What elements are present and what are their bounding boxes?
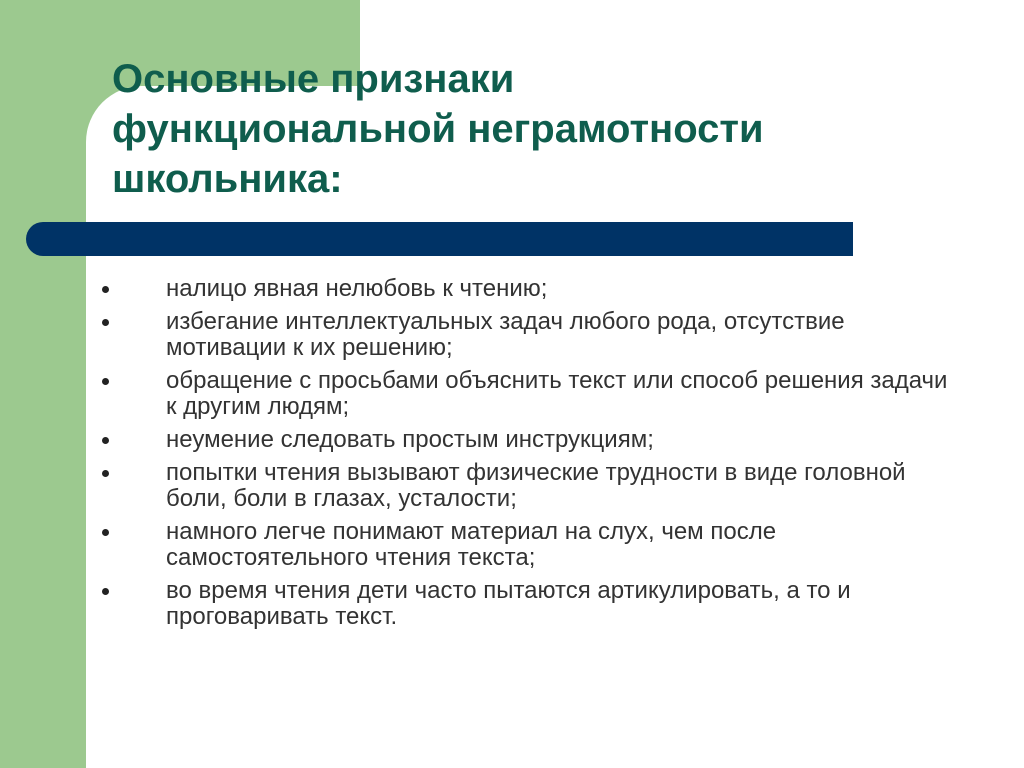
list-item bbox=[100, 427, 960, 453]
bullet-dot-icon bbox=[102, 588, 109, 595]
bullet-list bbox=[100, 276, 960, 637]
list-item bbox=[100, 368, 960, 420]
title-divider-bar bbox=[26, 222, 853, 256]
list-item bbox=[100, 578, 960, 630]
title-line-1: Основные признаки bbox=[112, 57, 515, 101]
bullet-text: попытки чтения вызывают физические трудности в виде головной боли, боли в глазах, усталости; bbox=[166, 459, 906, 512]
bullet-dot-icon bbox=[102, 319, 109, 326]
bullet-text: обращение с просьбами объяснить текст или способ решения задачи к другим людям; bbox=[166, 367, 948, 420]
bullet-dot-icon bbox=[102, 286, 109, 293]
list-item bbox=[100, 309, 960, 361]
bullet-dot-icon bbox=[102, 437, 109, 444]
title-line-3: школьника: bbox=[112, 157, 343, 201]
bullet-text: избегание интеллектуальных задач любого рода, отсутствие мотивации к их решению; bbox=[166, 308, 845, 361]
title-line-2: функциональной неграмотности bbox=[112, 107, 764, 151]
bullet-dot-icon bbox=[102, 470, 109, 477]
bullet-dot-icon bbox=[102, 529, 109, 536]
list-item bbox=[100, 460, 960, 512]
slide-title bbox=[112, 54, 972, 204]
list-item bbox=[100, 276, 960, 302]
bullet-text: неумение следовать простым инструкциям; bbox=[166, 426, 654, 453]
list-item bbox=[100, 519, 960, 571]
bullet-dot-icon bbox=[102, 378, 109, 385]
bullet-text: во время чтения дети часто пытаются артикулировать, а то и проговаривать текст. bbox=[166, 577, 851, 630]
bullet-text: налицо явная нелюбовь к чтению; bbox=[166, 275, 548, 302]
bullet-text: намного легче понимают материал на слух, чем после самостоятельного чтения текста; bbox=[166, 518, 777, 571]
